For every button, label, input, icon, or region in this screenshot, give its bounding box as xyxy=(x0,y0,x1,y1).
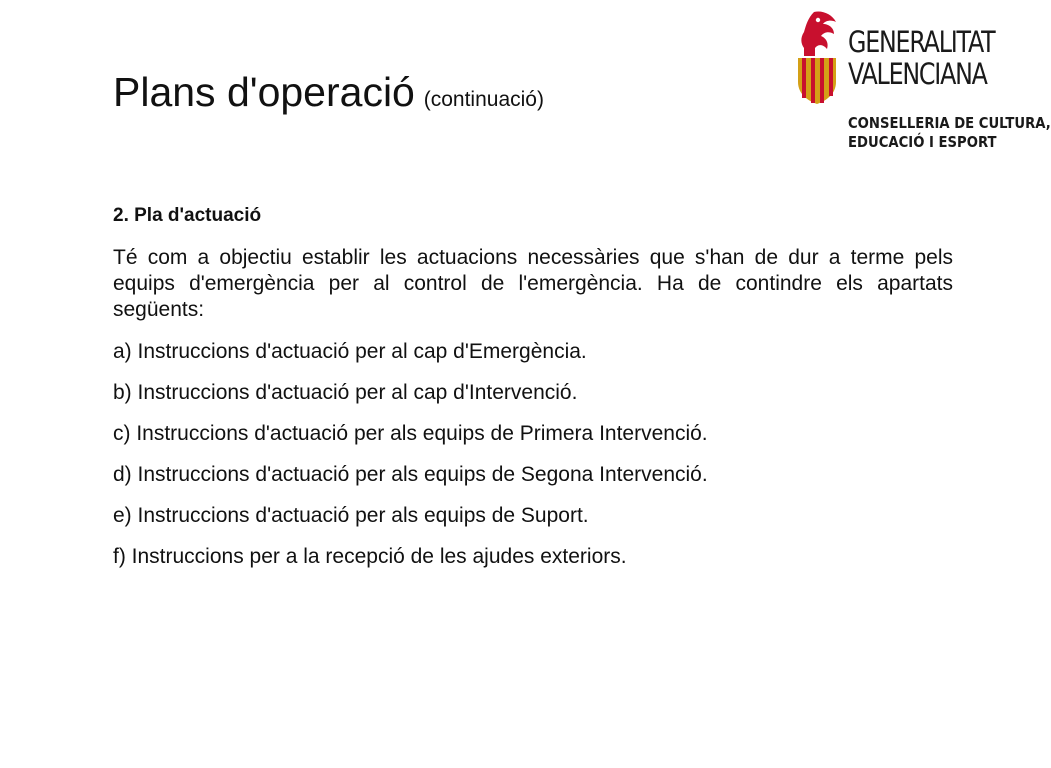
generalitat-logo xyxy=(796,10,1051,160)
slide-title xyxy=(113,69,544,115)
list-item: b) Instruccions d'actuació per al cap d'Intervenció. xyxy=(113,381,578,404)
logo-line-generalitat: GENERALITAT xyxy=(848,25,995,59)
title-main: Plans d'operació xyxy=(113,69,415,115)
list-item: e) Instruccions d'actuació per als equips de Suport. xyxy=(113,504,589,527)
logo-line-valenciana: VALENCIANA xyxy=(848,57,987,91)
list-item: d) Instruccions d'actuació per als equips de Segona Intervenció. xyxy=(113,463,708,486)
section-heading: 2. Pla d'actuació xyxy=(113,205,262,226)
logo-line-conselleria: CONSELLERIA DE CULTURA, xyxy=(848,114,1051,132)
title-subtitle: (continuació) xyxy=(423,88,544,111)
section-paragraph: Té com a objectiu establir les actuacions necessàries que s'han de dur a terme pels equips d'emergència per al control de l'emergència. Ha de contindre els apartats següents: xyxy=(113,246,953,321)
slide-content xyxy=(113,203,953,585)
logo-line-educacio: EDUCACIÓ I ESPORT xyxy=(848,133,997,151)
instructions-list xyxy=(113,339,953,570)
list-item: a) Instruccions d'actuació per al cap d'Emergència. xyxy=(113,340,587,363)
list-item: c) Instruccions d'actuació per als equips de Primera Intervenció. xyxy=(113,422,708,445)
logo-wordmark xyxy=(848,26,994,90)
logo-department xyxy=(848,114,1051,152)
bat-emblem-icon xyxy=(796,10,846,105)
list-item: f) Instruccions per a la recepció de les ajudes exteriors. xyxy=(113,545,627,568)
